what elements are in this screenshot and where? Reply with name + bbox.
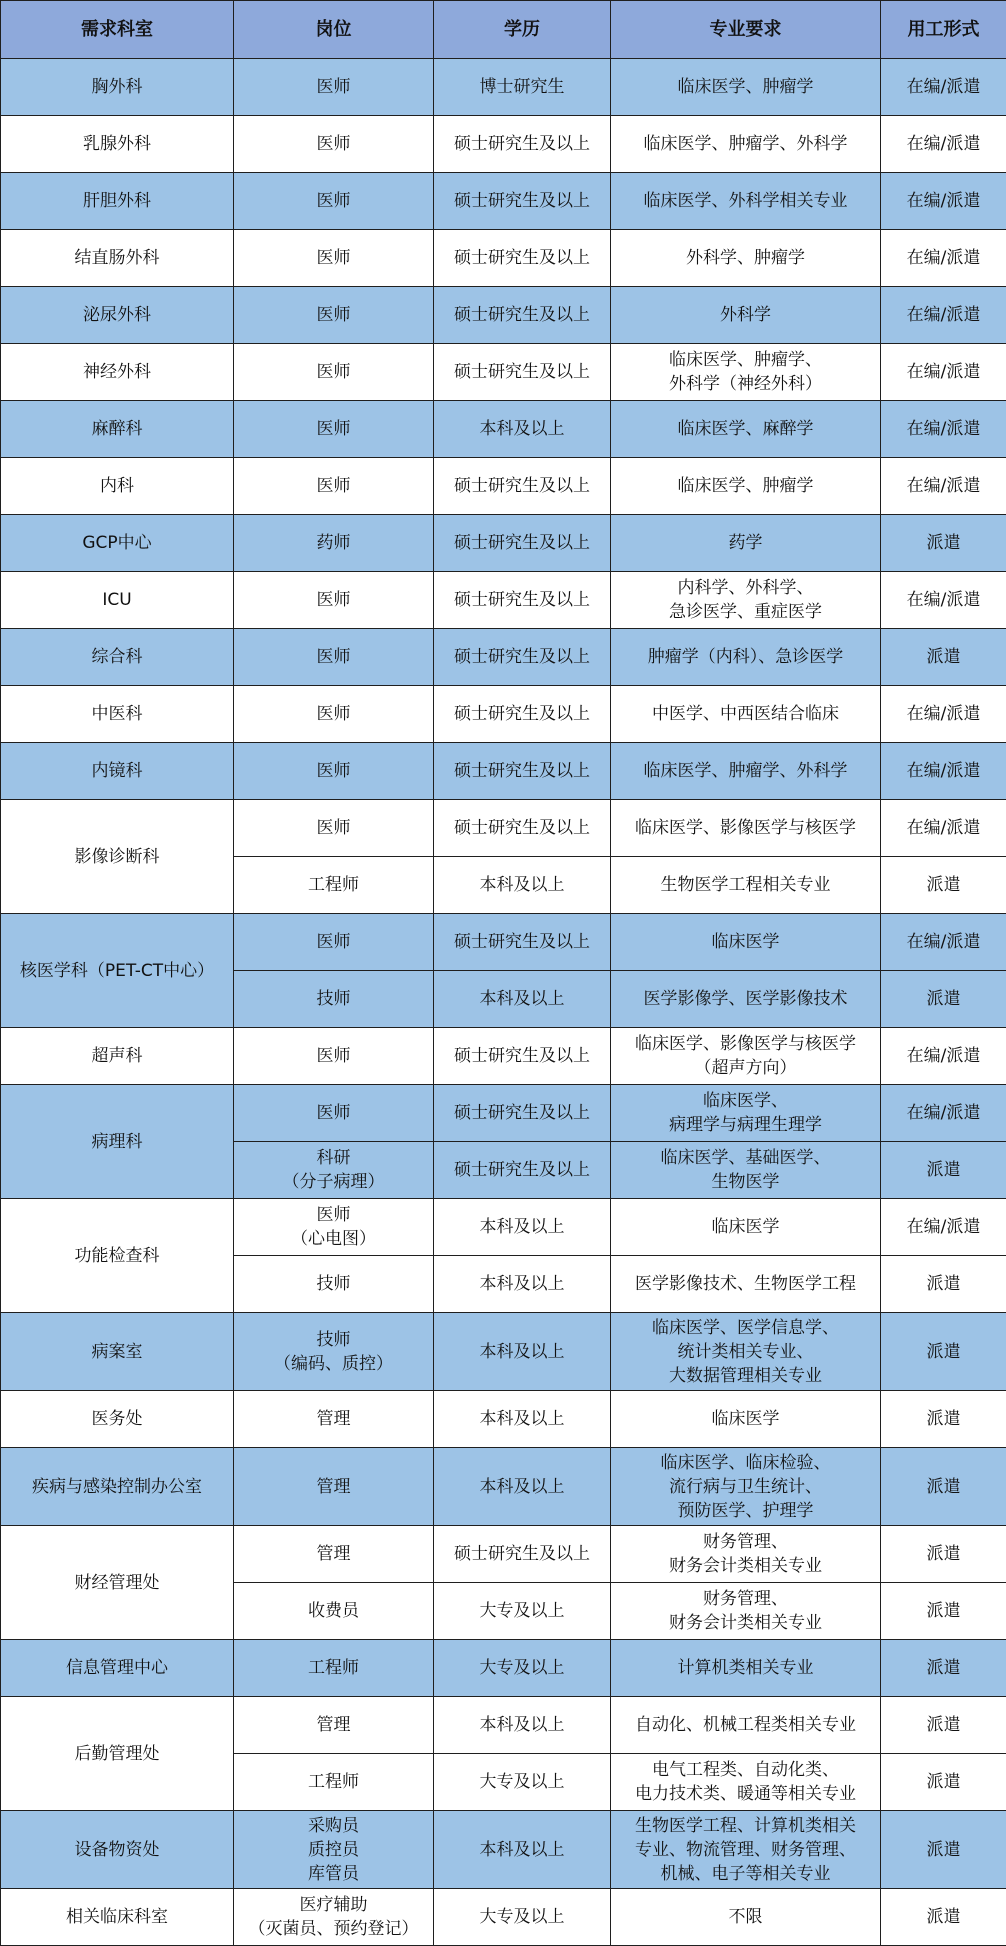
department-cell: 影像诊断科 xyxy=(1,800,234,914)
table-row xyxy=(1,1391,1006,1448)
employment-form-cell: 派遣 xyxy=(881,515,1006,572)
education-cell: 大专及以上 xyxy=(434,1754,611,1811)
major-line: 电气工程类、自动化类、 xyxy=(652,1760,839,1780)
department-cell: 财经管理处 xyxy=(1,1526,234,1640)
position-cell xyxy=(234,1199,434,1256)
position-line: 管理 xyxy=(316,1715,351,1735)
employment-form-cell: 派遣 xyxy=(881,1640,1006,1697)
department-cell: 相关临床科室 xyxy=(1,1889,234,1946)
major-cell xyxy=(611,743,881,800)
major-cell xyxy=(611,1526,881,1583)
position-line: 技师 xyxy=(316,989,351,1009)
position-line: 医师 xyxy=(316,248,351,268)
position-line: （分子病理） xyxy=(282,1172,385,1192)
table-row xyxy=(1,1811,1006,1889)
education-cell: 本科及以上 xyxy=(434,971,611,1028)
employment-form-cell: 在编/派遣 xyxy=(881,59,1006,116)
major-cell xyxy=(611,1640,881,1697)
major-line: 病理学与病理生理学 xyxy=(669,1115,822,1135)
position-cell xyxy=(234,116,434,173)
table-row xyxy=(1,344,1006,401)
major-line: 临床医学 xyxy=(711,1217,780,1237)
table-row xyxy=(1,1085,1006,1142)
education-cell: 硕士研究生及以上 xyxy=(434,800,611,857)
education-cell: 本科及以上 xyxy=(434,857,611,914)
department-cell: GCP中心 xyxy=(1,515,234,572)
position-cell xyxy=(234,1142,434,1199)
position-line: 质控员 xyxy=(308,1839,359,1860)
department-cell: 内科 xyxy=(1,458,234,515)
position-line: 医师 xyxy=(316,476,351,496)
employment-form-cell: 在编/派遣 xyxy=(881,743,1006,800)
table-row xyxy=(1,1448,1006,1526)
position-line: 管理 xyxy=(316,1544,351,1564)
education-cell: 本科及以上 xyxy=(434,401,611,458)
position-cell xyxy=(234,629,434,686)
major-cell xyxy=(611,1199,881,1256)
department-cell: 中医科 xyxy=(1,686,234,743)
header-department: 需求科室 xyxy=(1,1,234,59)
position-line: 医师 xyxy=(316,134,351,154)
major-cell xyxy=(611,116,881,173)
major-line: 外科学 xyxy=(720,305,771,325)
major-cell xyxy=(611,1889,881,1946)
major-cell xyxy=(611,572,881,629)
major-line: 临床医学、肿瘤学 xyxy=(677,77,814,97)
position-line: 工程师 xyxy=(308,875,359,895)
employment-form-cell: 在编/派遣 xyxy=(881,800,1006,857)
employment-form-cell: 派遣 xyxy=(881,1256,1006,1313)
position-line: 技师 xyxy=(316,1274,351,1294)
major-cell xyxy=(611,857,881,914)
major-line: 财务管理、 xyxy=(703,1532,788,1552)
position-line: （编码、质控） xyxy=(274,1353,393,1374)
major-line: 财务会计类相关专业 xyxy=(669,1613,822,1633)
major-line: 临床医学、肿瘤学 xyxy=(677,476,814,496)
position-cell xyxy=(234,1811,434,1889)
position-cell xyxy=(234,1640,434,1697)
position-line: 医师 xyxy=(316,1205,351,1225)
department-cell: 核医学科（PET-CT中心） xyxy=(1,914,234,1028)
major-cell xyxy=(611,686,881,743)
position-cell xyxy=(234,401,434,458)
major-line: 临床医学、肿瘤学、 xyxy=(669,350,822,370)
major-line: 生物医学工程相关专业 xyxy=(660,875,831,895)
education-cell: 硕士研究生及以上 xyxy=(434,116,611,173)
major-cell xyxy=(611,1448,881,1526)
department-cell: 肝胆外科 xyxy=(1,173,234,230)
position-line: 技师 xyxy=(316,1329,351,1350)
position-cell xyxy=(234,1583,434,1640)
table-row xyxy=(1,914,1006,971)
major-line: 预防医学、护理学 xyxy=(677,1500,814,1521)
employment-form-cell: 派遣 xyxy=(881,971,1006,1028)
employment-form-cell: 派遣 xyxy=(881,1391,1006,1448)
major-cell xyxy=(611,287,881,344)
department-cell: 医务处 xyxy=(1,1391,234,1448)
department-cell: 功能检查科 xyxy=(1,1199,234,1313)
employment-form-cell: 在编/派遣 xyxy=(881,1085,1006,1142)
major-cell xyxy=(611,914,881,971)
table-row xyxy=(1,515,1006,572)
position-cell xyxy=(234,743,434,800)
position-line: 管理 xyxy=(316,1476,351,1497)
education-cell: 硕士研究生及以上 xyxy=(434,1142,611,1199)
department-cell: 设备物资处 xyxy=(1,1811,234,1889)
table-row xyxy=(1,458,1006,515)
position-cell xyxy=(234,1313,434,1391)
major-line: 临床医学、肿瘤学、外科学 xyxy=(643,134,848,154)
education-cell: 本科及以上 xyxy=(434,1448,611,1526)
major-line: 生物医学工程、计算机类相关 xyxy=(635,1815,856,1836)
position-line: （心电图） xyxy=(291,1229,376,1249)
major-line: 临床医学、 xyxy=(703,1091,788,1111)
department-cell: 综合科 xyxy=(1,629,234,686)
education-cell: 硕士研究生及以上 xyxy=(434,230,611,287)
major-line: 中医学、中西医结合临床 xyxy=(652,704,839,724)
education-cell: 硕士研究生及以上 xyxy=(434,344,611,401)
education-cell: 大专及以上 xyxy=(434,1889,611,1946)
employment-form-cell: 派遣 xyxy=(881,1697,1006,1754)
employment-form-cell: 派遣 xyxy=(881,857,1006,914)
department-cell: 超声科 xyxy=(1,1028,234,1085)
position-cell xyxy=(234,173,434,230)
employment-form-cell: 在编/派遣 xyxy=(881,401,1006,458)
employment-form-cell: 在编/派遣 xyxy=(881,914,1006,971)
department-cell: 内镜科 xyxy=(1,743,234,800)
position-cell xyxy=(234,572,434,629)
major-line: 电力技术类、暖通等相关专业 xyxy=(635,1784,856,1804)
major-line: 临床医学、麻醉学 xyxy=(677,419,814,439)
position-line: 医师 xyxy=(316,1046,351,1066)
major-line: 临床医学 xyxy=(711,1409,780,1429)
education-cell: 硕士研究生及以上 xyxy=(434,173,611,230)
employment-form-cell: 在编/派遣 xyxy=(881,173,1006,230)
position-line: 管理 xyxy=(316,1409,351,1429)
employment-form-cell: 派遣 xyxy=(881,1811,1006,1889)
department-cell: 神经外科 xyxy=(1,344,234,401)
major-line: 临床医学、影像医学与核医学 xyxy=(635,818,856,838)
employment-form-cell: 派遣 xyxy=(881,1313,1006,1391)
department-cell: ICU xyxy=(1,572,234,629)
position-cell xyxy=(234,686,434,743)
table-row xyxy=(1,1697,1006,1754)
employment-form-cell: 派遣 xyxy=(881,1754,1006,1811)
major-line: 临床医学、外科学相关专业 xyxy=(643,191,848,211)
employment-form-cell: 在编/派遣 xyxy=(881,344,1006,401)
employment-form-cell: 在编/派遣 xyxy=(881,287,1006,344)
table-row xyxy=(1,743,1006,800)
major-line: 临床医学、影像医学与核医学 xyxy=(635,1034,856,1054)
major-cell xyxy=(611,230,881,287)
employment-form-cell: 在编/派遣 xyxy=(881,572,1006,629)
major-line: 计算机类相关专业 xyxy=(677,1658,814,1678)
department-cell: 信息管理中心 xyxy=(1,1640,234,1697)
major-cell xyxy=(611,1697,881,1754)
major-cell xyxy=(611,1142,881,1199)
major-cell xyxy=(611,971,881,1028)
department-cell: 疾病与感染控制办公室 xyxy=(1,1448,234,1526)
major-cell xyxy=(611,401,881,458)
position-cell xyxy=(234,344,434,401)
position-cell xyxy=(234,458,434,515)
major-line: 临床医学、基础医学、 xyxy=(660,1148,831,1168)
major-cell xyxy=(611,1811,881,1889)
header-major: 专业要求 xyxy=(611,1,881,59)
table-row xyxy=(1,59,1006,116)
major-cell xyxy=(611,344,881,401)
table-row xyxy=(1,1313,1006,1391)
department-cell: 病案室 xyxy=(1,1313,234,1391)
major-cell xyxy=(611,59,881,116)
education-cell: 硕士研究生及以上 xyxy=(434,287,611,344)
position-line: 医师 xyxy=(316,362,351,382)
major-line: 急诊医学、重症医学 xyxy=(669,602,822,622)
major-line: 临床医学 xyxy=(711,932,780,952)
position-cell xyxy=(234,1526,434,1583)
header-employment-form: 用工形式 xyxy=(881,1,1006,59)
position-cell xyxy=(234,1448,434,1526)
position-line: 医师 xyxy=(316,647,351,667)
table-row xyxy=(1,1526,1006,1583)
header-position: 岗位 xyxy=(234,1,434,59)
employment-form-cell: 派遣 xyxy=(881,1526,1006,1583)
major-line: 内科学、外科学、 xyxy=(677,578,814,598)
major-line: 医学影像学、医学影像技术 xyxy=(643,989,848,1009)
position-line: 医师 xyxy=(316,1103,351,1123)
major-cell xyxy=(611,1028,881,1085)
table-body xyxy=(1,59,1006,1946)
major-cell xyxy=(611,1583,881,1640)
department-cell: 胸外科 xyxy=(1,59,234,116)
education-cell: 本科及以上 xyxy=(434,1391,611,1448)
position-line: 药师 xyxy=(316,533,351,553)
table-row xyxy=(1,116,1006,173)
position-cell xyxy=(234,515,434,572)
education-cell: 硕士研究生及以上 xyxy=(434,572,611,629)
position-line: 医师 xyxy=(316,191,351,211)
employment-form-cell: 派遣 xyxy=(881,1142,1006,1199)
major-line: 外科学（神经外科） xyxy=(669,374,822,394)
major-line: 专业、物流管理、财务管理、 xyxy=(635,1839,856,1860)
employment-form-cell: 派遣 xyxy=(881,1583,1006,1640)
education-cell: 硕士研究生及以上 xyxy=(434,1526,611,1583)
department-cell: 麻醉科 xyxy=(1,401,234,458)
table-row xyxy=(1,1199,1006,1256)
table-row xyxy=(1,287,1006,344)
major-line: 流行病与卫生统计、 xyxy=(669,1476,822,1497)
position-cell xyxy=(234,914,434,971)
education-cell: 硕士研究生及以上 xyxy=(434,629,611,686)
department-cell: 乳腺外科 xyxy=(1,116,234,173)
position-cell xyxy=(234,1256,434,1313)
position-line: 工程师 xyxy=(308,1772,359,1792)
position-line: （灭菌员、预约登记） xyxy=(248,1919,419,1939)
major-line: 生物医学 xyxy=(711,1172,780,1192)
employment-form-cell: 在编/派遣 xyxy=(881,1199,1006,1256)
employment-form-cell: 在编/派遣 xyxy=(881,1028,1006,1085)
major-cell xyxy=(611,1256,881,1313)
major-line: 自动化、机械工程类相关专业 xyxy=(635,1715,856,1735)
major-line: 肿瘤学（内科）、急诊医学 xyxy=(647,647,844,667)
table-row xyxy=(1,686,1006,743)
education-cell: 本科及以上 xyxy=(434,1256,611,1313)
position-cell xyxy=(234,800,434,857)
education-cell: 硕士研究生及以上 xyxy=(434,914,611,971)
major-line: 药学 xyxy=(728,533,763,553)
position-cell xyxy=(234,1028,434,1085)
position-line: 医师 xyxy=(316,818,351,838)
major-line: 不限 xyxy=(728,1907,763,1927)
major-cell xyxy=(611,1085,881,1142)
education-cell: 硕士研究生及以上 xyxy=(434,515,611,572)
position-cell xyxy=(234,1391,434,1448)
department-cell: 病理科 xyxy=(1,1085,234,1199)
position-line: 库管员 xyxy=(308,1863,359,1884)
education-cell: 硕士研究生及以上 xyxy=(434,743,611,800)
education-cell: 本科及以上 xyxy=(434,1313,611,1391)
major-line: 临床医学、医学信息学、 xyxy=(652,1317,839,1338)
major-line: 大数据管理相关专业 xyxy=(669,1365,822,1386)
education-cell: 硕士研究生及以上 xyxy=(434,686,611,743)
position-line: 收费员 xyxy=(308,1601,359,1621)
table-row xyxy=(1,572,1006,629)
position-line: 医师 xyxy=(316,761,351,781)
education-cell: 硕士研究生及以上 xyxy=(434,458,611,515)
major-cell xyxy=(611,1313,881,1391)
education-cell: 本科及以上 xyxy=(434,1199,611,1256)
position-cell xyxy=(234,287,434,344)
employment-form-cell: 派遣 xyxy=(881,629,1006,686)
education-cell: 硕士研究生及以上 xyxy=(434,1085,611,1142)
position-cell xyxy=(234,971,434,1028)
department-cell: 后勤管理处 xyxy=(1,1697,234,1811)
position-line: 医师 xyxy=(316,590,351,610)
employment-form-cell: 派遣 xyxy=(881,1448,1006,1526)
position-line: 采购员 xyxy=(308,1815,359,1836)
education-cell: 大专及以上 xyxy=(434,1583,611,1640)
position-line: 医师 xyxy=(316,704,351,724)
employment-form-cell: 在编/派遣 xyxy=(881,686,1006,743)
education-cell: 大专及以上 xyxy=(434,1640,611,1697)
employment-form-cell: 派遣 xyxy=(881,1889,1006,1946)
table-row xyxy=(1,230,1006,287)
major-line: 统计类相关专业、 xyxy=(677,1341,814,1362)
position-line: 医疗辅助 xyxy=(299,1895,368,1915)
department-cell: 结直肠外科 xyxy=(1,230,234,287)
education-cell: 博士研究生 xyxy=(434,59,611,116)
major-line: 临床医学、临床检验、 xyxy=(660,1452,831,1473)
major-line: 临床医学、肿瘤学、外科学 xyxy=(643,761,848,781)
table-row xyxy=(1,401,1006,458)
header-education: 学历 xyxy=(434,1,611,59)
table-row xyxy=(1,1889,1006,1946)
major-cell xyxy=(611,1391,881,1448)
department-cell: 泌尿外科 xyxy=(1,287,234,344)
employment-form-cell: 在编/派遣 xyxy=(881,458,1006,515)
position-cell xyxy=(234,1085,434,1142)
major-line: （超声方向） xyxy=(694,1058,797,1078)
major-cell xyxy=(611,515,881,572)
position-line: 医师 xyxy=(316,305,351,325)
position-cell xyxy=(234,857,434,914)
education-cell: 本科及以上 xyxy=(434,1697,611,1754)
major-cell xyxy=(611,1754,881,1811)
table-row xyxy=(1,173,1006,230)
major-line: 财务会计类相关专业 xyxy=(669,1556,822,1576)
employment-form-cell: 在编/派遣 xyxy=(881,230,1006,287)
position-cell xyxy=(234,1754,434,1811)
major-line: 外科学、肿瘤学 xyxy=(686,248,805,268)
position-cell xyxy=(234,1889,434,1946)
table-row xyxy=(1,1640,1006,1697)
table-row xyxy=(1,800,1006,857)
position-line: 医师 xyxy=(316,419,351,439)
position-line: 科研 xyxy=(316,1148,351,1168)
education-cell: 硕士研究生及以上 xyxy=(434,1028,611,1085)
table-row xyxy=(1,629,1006,686)
major-cell xyxy=(611,629,881,686)
major-cell xyxy=(611,173,881,230)
major-line: 医学影像技术、生物医学工程 xyxy=(635,1274,856,1294)
major-cell xyxy=(611,458,881,515)
major-line: 机械、电子等相关专业 xyxy=(660,1863,831,1884)
major-line: 财务管理、 xyxy=(703,1589,788,1609)
position-line: 工程师 xyxy=(308,1658,359,1678)
position-line: 医师 xyxy=(316,77,351,97)
position-line: 医师 xyxy=(316,932,351,952)
position-cell xyxy=(234,230,434,287)
table-row xyxy=(1,1028,1006,1085)
education-cell: 本科及以上 xyxy=(434,1811,611,1889)
position-cell xyxy=(234,59,434,116)
employment-form-cell: 在编/派遣 xyxy=(881,116,1006,173)
position-cell xyxy=(234,1697,434,1754)
major-cell xyxy=(611,800,881,857)
